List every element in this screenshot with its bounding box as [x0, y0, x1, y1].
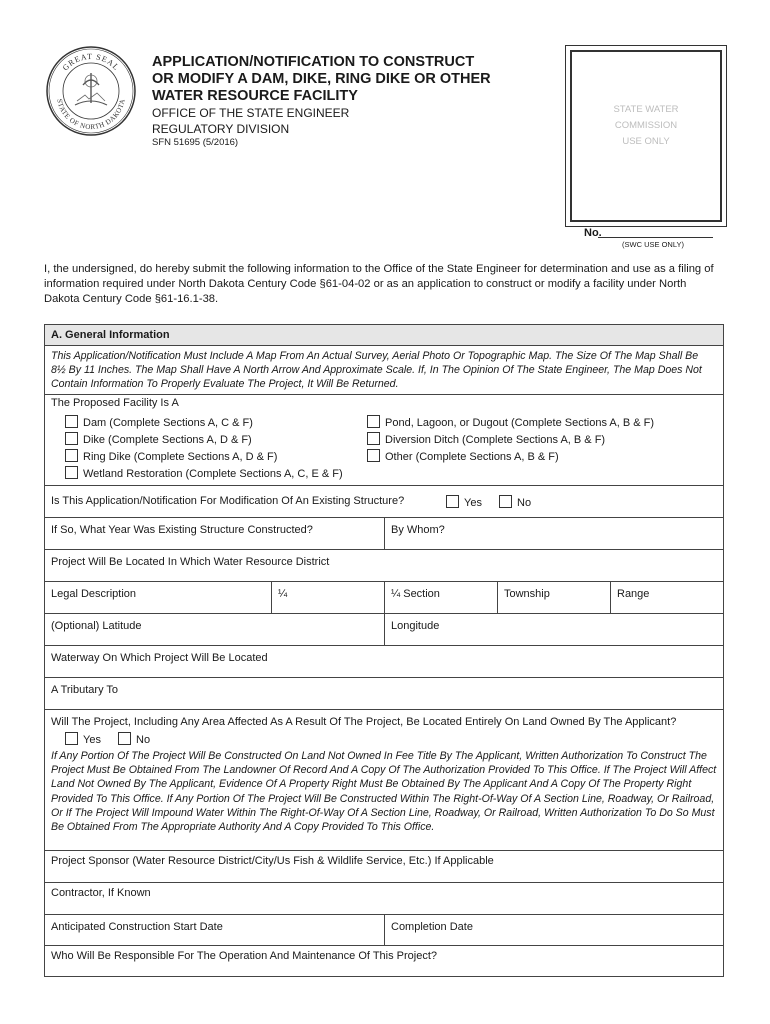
operation-question: Who Will Be Responsible For The Operation And Maintenance Of This Project?	[51, 950, 438, 962]
facility-diversion[interactable]	[367, 432, 605, 446]
year-question: If So, What Year Was Existing Structure Constructed?	[51, 524, 313, 536]
land-yes[interactable]	[65, 732, 101, 746]
section-a-form	[44, 324, 724, 977]
checkbox-land-no[interactable]	[118, 732, 131, 745]
township-label: Township	[504, 588, 550, 600]
completion-date-label: Completion Date	[391, 921, 473, 933]
facility-dam-label: Dam (Complete Sections A, C & F)	[83, 417, 253, 429]
facility-ring-dike-label: Ring Dike (Complete Sections A, D & F)	[83, 451, 278, 463]
instructions-row	[45, 346, 723, 395]
seal-top-text: GREAT SEAL	[60, 51, 122, 73]
range-field[interactable]	[610, 582, 723, 613]
facility-ring-dike[interactable]	[65, 449, 277, 463]
facility-other[interactable]	[367, 449, 559, 463]
facility-dam[interactable]	[65, 415, 253, 429]
tributary-label: A Tributary To	[51, 684, 119, 696]
latitude-label: (Optional) Latitude	[51, 620, 142, 632]
longitude-label: Longitude	[391, 620, 440, 632]
land-question: Will The Project, Including Any Area Affected As A Result Of The Project, Be Located Entirely On Land Owned By The Applicant?	[51, 716, 677, 728]
land-note: If Any Portion Of The Project Will Be Constructed On Land Not Owned In Fee Title By The Applicant, Written Authorization To Construct The Project Must Be Obtained From The Landowner Of Record And A Copy Of The Authorization Provided To This Office. If The Project Will Affect Land Not Owned By The Applicant, Evidence Of A Property Right Must Be Obtained By The Applicant And A Copy Of The Property Right Provided To This Office. If Any Portion Of The Project Will Be Constructed Within The Right-Of-Way Of A Section Line, Roadway, Or Railroad, Or If The Project Will Impound Water Within The Right-Of-Way Of A Section Line, Roadway, Or Railroad, Written Authorization To Do So Must Be Obtained From The Appropriate Authority And A Copy Provided To This Office.	[51, 750, 717, 834]
checkbox-diversion[interactable]	[367, 432, 380, 445]
quarter-section-field[interactable]	[384, 582, 497, 613]
facility-other-label: Other (Complete Sections A, B & F)	[385, 451, 559, 463]
checkbox-wetland[interactable]	[65, 466, 78, 479]
checkbox-modification-yes[interactable]	[446, 495, 459, 508]
year-row[interactable]	[45, 518, 723, 550]
land-ownership-row	[45, 710, 723, 851]
completion-date-field[interactable]	[384, 915, 723, 945]
checkbox-pond[interactable]	[367, 415, 380, 428]
number-field[interactable]	[598, 237, 713, 238]
contractor-row[interactable]	[45, 883, 723, 915]
swc-use-only-box	[565, 45, 727, 227]
contractor-label: Contractor, If Known	[51, 887, 151, 899]
waterway-row[interactable]	[45, 646, 723, 678]
sponsor-label: Project Sponsor (Water Resource District/City/Us Fish & Wildlife Service, Etc.) If Applicable	[51, 855, 494, 867]
modification-yes[interactable]	[446, 495, 482, 509]
form-number: SFN 51695 (5/2016)	[152, 137, 239, 148]
title-line-1: APPLICATION/NOTIFICATION TO CONSTRUCT	[152, 54, 475, 70]
facility-pond-label: Pond, Lagoon, or Dugout (Complete Sections A, B & F)	[385, 417, 655, 429]
district-question: Project Will Be Located In Which Water Resource District	[51, 556, 330, 568]
dates-row[interactable]	[45, 915, 723, 946]
office-block	[152, 105, 349, 137]
operation-row[interactable]	[45, 946, 723, 976]
district-row[interactable]	[45, 550, 723, 582]
range-label: Range	[617, 588, 650, 600]
legal-row[interactable]	[45, 582, 723, 614]
checkbox-dam[interactable]	[65, 415, 78, 428]
quarter-label: ¼	[278, 588, 288, 600]
title-line-3: WATER RESOURCE FACILITY	[152, 88, 358, 104]
form-title	[152, 54, 552, 105]
land-yes-label: Yes	[83, 734, 101, 746]
map-instructions: This Application/Notification Must Include A Map From An Actual Survey, Aerial Photo Or Topographic Map. The Size Of The Map Shall Be 8½ By 11 Inches. The Map Shall Have A North Arrow And Approximate Scale. If, In The Opinion Of The State Engineer, The Map Does Not Contain Information To Properly Evaluate The Project, It Will Be Returned.	[51, 350, 702, 391]
section-a-heading: A. General Information	[51, 329, 170, 341]
land-no[interactable]	[118, 732, 150, 746]
checkbox-land-yes[interactable]	[65, 732, 78, 745]
checkbox-dike[interactable]	[65, 432, 78, 445]
modification-row	[45, 486, 723, 518]
modification-question: Is This Application/Notification For Modification Of An Existing Structure?	[51, 495, 405, 507]
facility-dike-label: Dike (Complete Sections A, D & F)	[83, 434, 252, 446]
office-name: OFFICE OF THE STATE ENGINEER	[152, 106, 350, 120]
swc-line-2: COMMISSION	[614, 120, 678, 131]
facility-wetland-label: Wetland Restoration (Complete Sections A, C, E & F)	[83, 468, 343, 480]
seal-bottom-text: STATE OF NORTH DAKOTA	[55, 98, 127, 132]
facility-pond[interactable]	[367, 415, 654, 429]
swc-box-text	[566, 102, 726, 150]
waterway-label: Waterway On Which Project Will Be Located	[51, 652, 268, 664]
tributary-row[interactable]	[45, 678, 723, 710]
longitude-field[interactable]	[384, 614, 723, 645]
facility-dike[interactable]	[65, 432, 252, 446]
by-whom-label: By Whom?	[391, 524, 445, 536]
facility-type-row	[45, 395, 723, 486]
swc-line-3: USE ONLY	[622, 136, 670, 147]
legal-label: Legal Description	[51, 588, 136, 600]
by-whom-field[interactable]	[384, 518, 723, 549]
sponsor-row[interactable]	[45, 851, 723, 883]
checkbox-other[interactable]	[367, 449, 380, 462]
checkbox-modification-no[interactable]	[499, 495, 512, 508]
checkbox-ring-dike[interactable]	[65, 449, 78, 462]
township-field[interactable]	[497, 582, 610, 613]
swc-use-note: (SWC USE ONLY)	[622, 240, 684, 249]
modification-yes-label: Yes	[464, 497, 482, 509]
lat-long-row[interactable]	[45, 614, 723, 646]
land-no-label: No	[136, 734, 151, 746]
modification-no-label: No	[517, 497, 532, 509]
quarter-field[interactable]	[271, 582, 384, 613]
modification-no[interactable]	[499, 495, 531, 509]
facility-wetland[interactable]	[65, 466, 343, 480]
state-seal-icon	[45, 45, 137, 137]
title-line-2: OR MODIFY A DAM, DIKE, RING DIKE OR OTHER	[152, 71, 491, 87]
start-date-label: Anticipated Construction Start Date	[51, 921, 223, 933]
facility-label: The Proposed Facility Is A	[51, 397, 179, 409]
swc-line-1: STATE WATER	[613, 104, 679, 115]
quarter-section-label: ¼ Section	[391, 588, 440, 600]
section-a-heading-row	[45, 325, 723, 346]
facility-diversion-label: Diversion Ditch (Complete Sections A, B & F)	[385, 434, 606, 446]
number-label: No.	[584, 227, 602, 239]
intro-paragraph: I, the undersigned, do hereby submit the following information to the Office of the State Engineer for determination and use as a filing of information required under North Dakota Century Code §61-04-02 or as an application to construct or modify a facility under North Dakota Century Code §61-16.1-38.	[44, 263, 714, 305]
division-name: REGULATORY DIVISION	[152, 122, 290, 136]
